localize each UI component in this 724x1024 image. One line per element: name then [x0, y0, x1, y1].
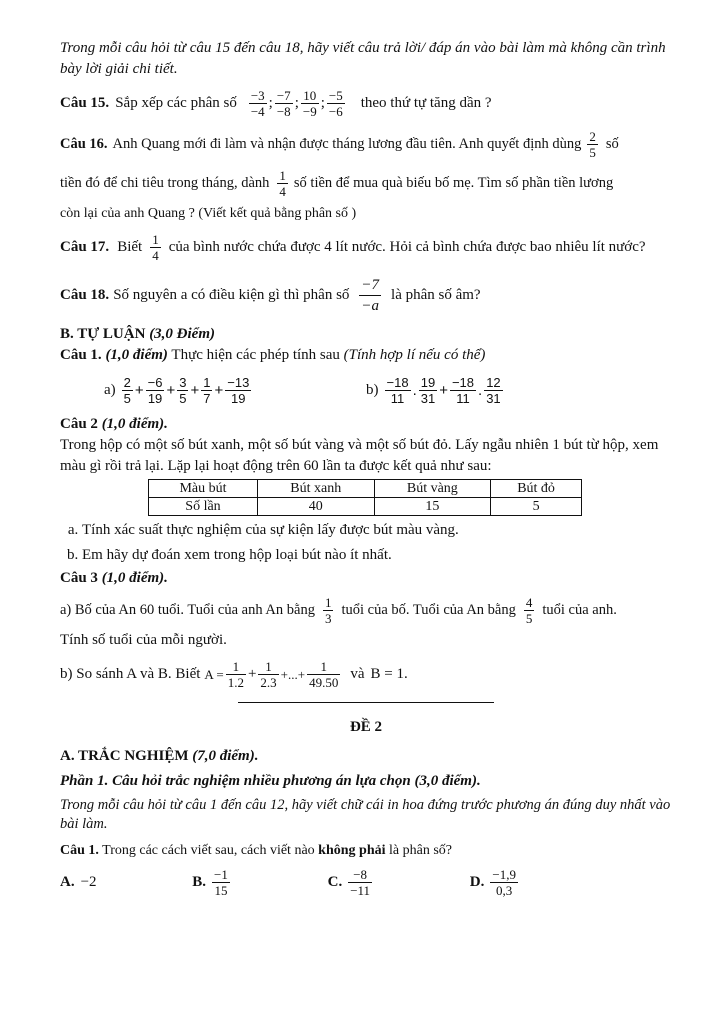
question-18 — [60, 275, 672, 316]
q17-text-2: của bình nước chứa được 4 lít nước. Hỏi cả bình chứa được bao nhiêu lít nước? — [168, 239, 646, 255]
mc1-options — [60, 867, 520, 898]
q15-frac-1: $\frac{-3}{-4}$ — [250, 88, 265, 119]
q16-label: Câu 16. — [60, 136, 108, 152]
q3b-term-1: $\frac{1}{1.2}$ — [227, 659, 244, 690]
q3a-frac-4-5: $\frac{4}{5}$ — [525, 595, 533, 626]
section-b-heading: B. TỰ LUẬN (3,0 Điểm) — [60, 326, 216, 342]
essay-question-1: Câu 1. (1,0 điểm) Thực hiện các phép tính sau (Tính hợp lí nếu có thể) — [60, 347, 486, 363]
expr-a-term-1: $\frac{2}{5}$ — [123, 374, 131, 406]
expr-b-term-4: $\frac{12}{31}$ — [486, 374, 501, 406]
q18-frac: $\frac{-7}{-a}$ — [361, 277, 380, 314]
q15-frac-4: $\frac{-5}{-6}$ — [328, 88, 343, 119]
document-page — [60, 38, 672, 898]
q16-text-5: còn lại của anh Quang ? (Viết kết quả bằng phân số ) — [60, 206, 357, 221]
essay-question-3: Câu 3 (1,0 điểm). — [60, 570, 168, 586]
q3b-term-2: $\frac{1}{2.3}$ — [260, 659, 277, 690]
q18-text-1: Số nguyên a có điều kiện gì thì phân số — [113, 287, 350, 303]
q15-label: Câu 15. — [60, 95, 110, 111]
q17-text-1: Biết — [117, 239, 143, 255]
q3a-text-4: Tính số tuổi của mỗi người. — [60, 632, 227, 648]
q17-frac: $\frac{1}{4}$ — [152, 232, 159, 263]
exam-2-title: ĐỀ 2 — [349, 719, 383, 735]
q15-text: Sắp xếp các phân số — [115, 95, 237, 111]
section-intro: Trong mỗi câu hỏi từ câu 15 đến câu 18, hãy viết câu trả lời/ đáp án vào bài làm mà không cần trình bày lời giải chi tiết. — [60, 40, 666, 77]
option-b: B. $\frac{-1}{15}$ — [192, 867, 228, 898]
expr-a: a) $\frac{2}{5}$ + $\frac{-6}{19}$ + $\frac{3}{5}$ + $\frac{1}{7}$ + $\frac{-13}{19}$ — [104, 374, 250, 406]
option-a: A. −2 — [60, 874, 97, 890]
option-d-frac: $\frac{-1,9}{0,3}$ — [492, 867, 516, 898]
question-16 — [60, 129, 672, 224]
q3b-A: A = — [204, 666, 224, 682]
expr-b-term-1: $\frac{-18}{11}$ — [386, 374, 409, 406]
q17-label: Câu 17. — [60, 239, 110, 255]
q3b-text-1: b) So sánh A và B. Biết — [60, 666, 201, 682]
expr-a-term-2: $\frac{-6}{19}$ — [147, 374, 163, 406]
q16-text-4: số tiền để mua quà biếu bố mẹ. Tìm số phần tiền lương — [293, 175, 614, 191]
option-b-frac: $\frac{-1}{15}$ — [214, 867, 228, 898]
q16-text-2: số — [605, 136, 619, 152]
q3b-B: B = 1. — [370, 666, 408, 682]
q15-frac-3: $\frac{10}{-9}$ — [302, 88, 317, 119]
q3b-text-2: và — [350, 666, 365, 682]
table-cell: 5 — [491, 498, 582, 516]
q18-label: Câu 18. — [60, 287, 110, 303]
list-item: a. Tính xác suất thực nghiệm của sự kiện lấy được bút màu vàng. — [82, 518, 672, 543]
table-cell: Số lần — [149, 498, 258, 516]
table-cell: Bút vàng — [374, 480, 491, 498]
question-15: Câu 15. Sắp xếp các phân số $\frac{-3}{-4}$ ; $\frac{-7}{-8}$ ; $\frac{10}{-9}$ ; $\frac{-5}{-6}$ theo thứ tự tăng dần ? — [60, 88, 492, 119]
expr-a-term-3: $\frac{3}{5}$ — [179, 374, 187, 406]
essay-question-2: Câu 2 (1,0 điểm). — [60, 416, 168, 432]
essay-q3-part-b: b) So sánh A và B. Biết A = $\frac{1}{1.2}$ + $\frac{1}{2.3}$ +...+ $\frac{1}{49.50}$ và B = 1. — [60, 659, 408, 690]
section-a-heading: A. TRẮC NGHIỆM (7,0 điểm). — [60, 748, 259, 764]
option-c-frac: $\frac{-8}{-11}$ — [350, 867, 371, 898]
essay-q2-items — [60, 518, 672, 568]
q18-text-2: là phân số âm? — [391, 287, 481, 303]
q16-text-3: tiền đó để chi tiêu trong tháng, dành — [60, 175, 270, 191]
q15-text-end: theo thứ tự tăng dần ? — [360, 95, 492, 111]
table-row — [149, 480, 582, 498]
table-cell: 15 — [374, 498, 491, 516]
question-17 — [60, 232, 672, 263]
q3a-text-2: tuổi của bố. Tuổi của An bằng — [341, 602, 516, 618]
table-cell: Bút xanh — [258, 480, 375, 498]
essay-q2-text: Trong hộp có một số bút xanh, một số bút vàng và một số bút đỏ. Lấy ngẫu nhiên 1 bút từ hộp, xem màu gì rồi trả lại. Lặp lại hoạt động trên 60 lần ta được kết quả như sau: — [60, 437, 659, 474]
q3a-frac-1-3: $\frac{1}{3}$ — [324, 595, 332, 626]
divider — [238, 702, 494, 703]
option-c: C. $\frac{-8}{-11}$ — [327, 867, 371, 898]
q16-text-1: Anh Quang mới đi làm và nhận được tháng lương đầu tiên. Anh quyết định dùng — [112, 136, 582, 152]
table-cell: Màu bút — [149, 480, 258, 498]
expr-b-term-3: $\frac{-18}{11}$ — [451, 374, 475, 406]
q3a-text-1: a) Bố của An 60 tuổi. Tuổi của anh An bằng — [60, 602, 315, 618]
table-cell: 40 — [258, 498, 375, 516]
table-cell: Bút đỏ — [491, 480, 582, 498]
q3b-dots: +...+ — [280, 666, 306, 682]
q15-frac-2: $\frac{-7}{-8}$ — [276, 88, 291, 119]
table-row — [149, 498, 582, 516]
list-item: b. Em hãy dự đoán xem trong hộp loại bút nào ít nhất. — [82, 543, 672, 568]
part-1-heading: Phần 1. Câu hỏi trắc nghiệm nhiều phương án lựa chọn (3,0 điểm). — [60, 773, 481, 789]
mc-question-1: Câu 1. Trong các cách viết sau, cách viết nào không phải là phân số? — [60, 843, 452, 858]
expr-b-term-2: $\frac{19}{31}$ — [420, 374, 436, 406]
q3a-text-3: tuổi của anh. — [542, 602, 617, 618]
essay-q1-expressions — [60, 370, 672, 410]
results-table — [148, 479, 582, 516]
expr-b: b) $\frac{-18}{11}$ . $\frac{19}{31}$ + $\frac{-18}{11}$ . $\frac{12}{31}$ — [366, 374, 501, 406]
essay-q3-part-a — [60, 595, 672, 626]
q16-frac-2-5: $\frac{2}{5}$ — [589, 129, 596, 160]
expr-a-term-5: $\frac{-13}{19}$ — [227, 374, 250, 406]
option-d: D. $\frac{-1,9}{0,3}$ — [469, 867, 516, 898]
expr-a-term-4: $\frac{1}{7}$ — [203, 374, 211, 406]
part-1-intro: Trong mỗi câu hỏi từ câu 1 đến câu 12, hãy viết chữ cái in hoa đứng trước phương án đúng duy nhất vào bài làm. — [60, 797, 671, 832]
q16-frac-1-4: $\frac{1}{4}$ — [279, 168, 286, 199]
q3b-term-3: $\frac{1}{49.50}$ — [309, 659, 339, 690]
